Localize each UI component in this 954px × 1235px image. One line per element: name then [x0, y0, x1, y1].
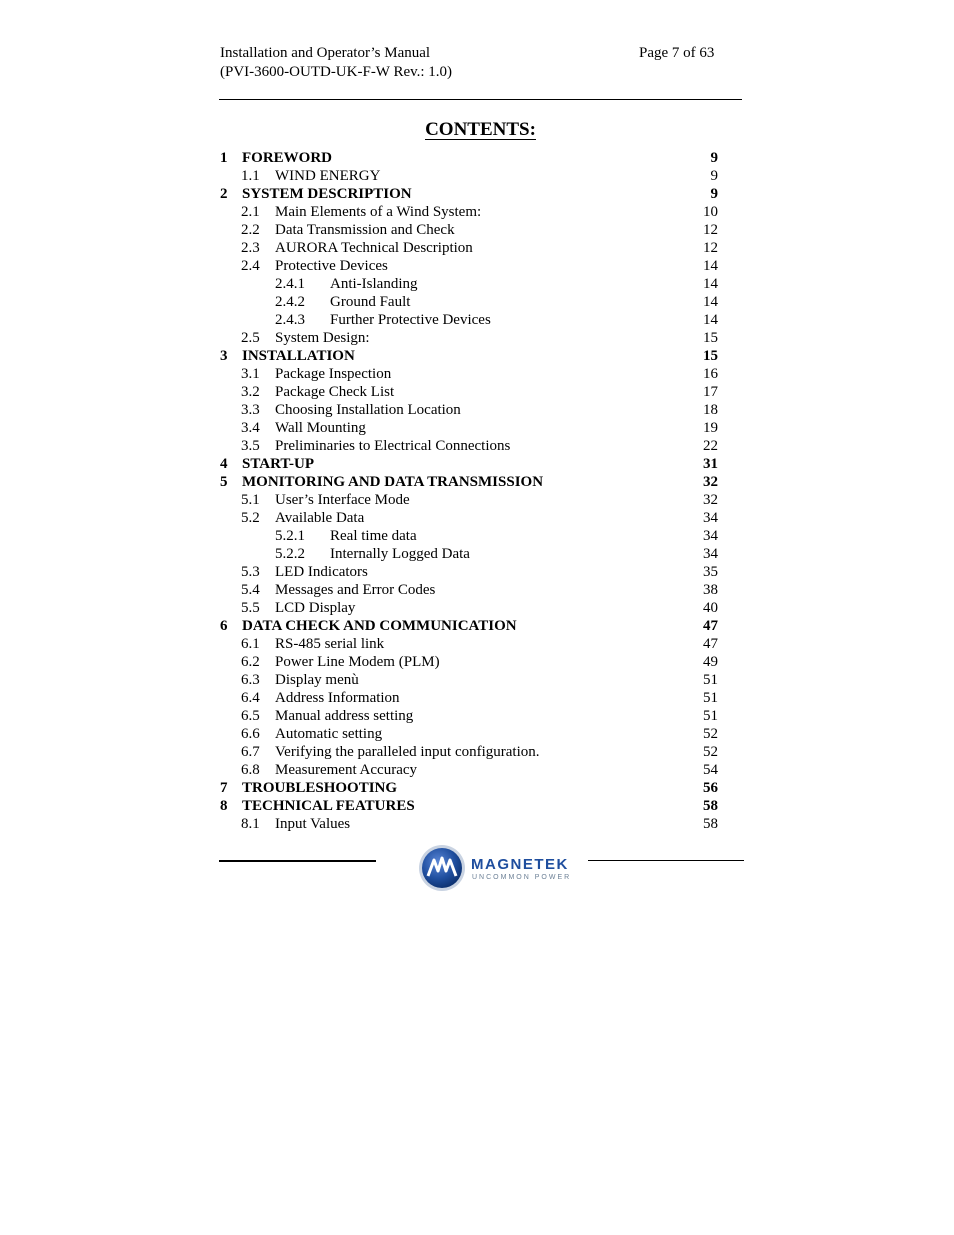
toc-entry-number: 3.1: [241, 366, 260, 382]
toc-entry[interactable]: [220, 743, 718, 761]
toc-entry-number: 6.4: [241, 690, 260, 706]
magnetek-logo: [417, 843, 577, 893]
footer-divider-left: [219, 860, 376, 862]
toc-entry[interactable]: [220, 203, 718, 221]
toc-entry-page: 10: [703, 204, 718, 220]
toc-entry-title: SYSTEM DESCRIPTION: [242, 186, 412, 202]
toc-entry-title: Power Line Modem (PLM): [275, 654, 440, 670]
toc-entry-title: Choosing Installation Location: [275, 402, 461, 418]
toc-entry-number: 5.5: [241, 600, 260, 616]
toc-entry-number: 6.2: [241, 654, 260, 670]
toc-entry[interactable]: [220, 347, 718, 365]
toc-entry[interactable]: [220, 473, 718, 491]
toc-entry-title: User’s Interface Mode: [275, 492, 410, 508]
toc-entry-page: 52: [703, 726, 718, 742]
toc-entry[interactable]: [220, 257, 718, 275]
toc-entry-title: Manual address setting: [275, 708, 414, 724]
toc-entry-page: 15: [703, 330, 718, 346]
toc-entry-page: 58: [703, 816, 718, 832]
toc-entry-number: 3.3: [241, 402, 260, 418]
toc-entry-number: 3.5: [241, 438, 260, 454]
toc-entry-number: 2.3: [241, 240, 260, 256]
toc-entry[interactable]: [220, 761, 718, 779]
toc-entry[interactable]: [220, 635, 718, 653]
toc-entry[interactable]: [220, 455, 718, 473]
toc-entry[interactable]: [220, 329, 718, 347]
toc-entry-page: 14: [703, 258, 718, 274]
toc-entry-page: 51: [703, 708, 718, 724]
logo-brand-text: MAGNETEK: [471, 856, 569, 873]
toc-entry[interactable]: [220, 725, 718, 743]
toc-entry-page: 32: [703, 474, 718, 490]
toc-entry[interactable]: [220, 689, 718, 707]
toc-entry[interactable]: [220, 239, 718, 257]
toc-entry-number: 3.2: [241, 384, 260, 400]
table-of-contents: [220, 149, 718, 833]
toc-entry-title: Wall Mounting: [275, 420, 366, 436]
toc-entry-number: 6.5: [241, 708, 260, 724]
toc-entry[interactable]: [220, 221, 718, 239]
toc-entry-page: 16: [703, 366, 718, 382]
toc-entry-title: Messages and Error Codes: [275, 582, 436, 598]
toc-entry-title: AURORA Technical Description: [275, 240, 473, 256]
toc-entry-page: 14: [703, 294, 718, 310]
toc-entry-number: 4: [220, 456, 228, 472]
toc-entry-page: 9: [710, 168, 718, 184]
toc-entry-page: 12: [703, 240, 718, 256]
toc-entry-page: 17: [703, 384, 718, 400]
toc-entry-page: 14: [703, 276, 718, 292]
toc-entry-title: Input Values: [275, 816, 351, 832]
toc-entry[interactable]: [220, 509, 718, 527]
toc-entry[interactable]: [220, 311, 718, 329]
toc-entry-number: 5.2.1: [275, 528, 305, 544]
toc-entry-number: 2.4: [241, 258, 260, 274]
toc-entry-number: 5.2.2: [275, 546, 305, 562]
manual-title-block: [220, 44, 452, 82]
toc-entry[interactable]: [220, 491, 718, 509]
toc-entry[interactable]: [220, 599, 718, 617]
toc-entry-title: Verifying the paralleled input configuration.: [275, 744, 540, 760]
toc-entry-title: FOREWORD: [242, 150, 332, 166]
toc-entry-number: 5.4: [241, 582, 260, 598]
toc-entry[interactable]: [220, 563, 718, 581]
toc-entry-number: 7: [220, 780, 228, 796]
toc-entry-number: 8.1: [241, 816, 260, 832]
toc-entry-title: Further Protective Devices: [330, 312, 491, 328]
toc-entry[interactable]: [220, 779, 718, 797]
toc-entry-number: 2.4.2: [275, 294, 305, 310]
toc-entry-page: 47: [703, 636, 718, 652]
toc-entry-number: 1: [220, 150, 228, 166]
toc-entry-title: Data Transmission and Check: [275, 222, 455, 238]
toc-entry-page: 51: [703, 672, 718, 688]
toc-entry-title: Internally Logged Data: [330, 546, 470, 562]
toc-entry-page: 34: [703, 528, 718, 544]
toc-entry-title: Real time data: [330, 528, 417, 544]
toc-entry-number: 5.1: [241, 492, 260, 508]
manual-revision: (PVI-3600-OUTD-UK-F-W Rev.: 1.0): [220, 64, 453, 80]
toc-entry-page: 14: [703, 312, 718, 328]
toc-entry-page: 51: [703, 690, 718, 706]
toc-entry-number: 2.2: [241, 222, 260, 238]
toc-entry-title: MONITORING AND DATA TRANSMISSION: [242, 474, 544, 490]
toc-entry-title: LED Indicators: [275, 564, 368, 580]
manual-title: Installation and Operator’s Manual: [220, 45, 431, 61]
toc-entry-page: 40: [703, 600, 718, 616]
toc-entry-page: 58: [703, 798, 718, 814]
toc-entry[interactable]: [220, 383, 718, 401]
toc-entry-page: 19: [703, 420, 718, 436]
toc-entry-number: 8: [220, 798, 228, 814]
toc-entry-page: 12: [703, 222, 718, 238]
toc-entry-number: 3.4: [241, 420, 260, 436]
toc-entry-title: DATA CHECK AND COMMUNICATION: [242, 618, 517, 634]
toc-entry-number: 5.2: [241, 510, 260, 526]
toc-entry-title: Available Data: [275, 510, 365, 526]
toc-entry-number: 2.1: [241, 204, 260, 220]
toc-entry[interactable]: [220, 419, 718, 437]
toc-entry[interactable]: [220, 707, 718, 725]
toc-entry-page: 54: [703, 762, 718, 778]
toc-entry[interactable]: [220, 437, 718, 455]
toc-entry-number: 3: [220, 348, 228, 364]
toc-entry[interactable]: [220, 365, 718, 383]
toc-entry-page: 34: [703, 510, 718, 526]
toc-entry-number: 5: [220, 474, 228, 490]
toc-entry-title: Package Check List: [275, 384, 395, 400]
toc-entry-number: 2.4.1: [275, 276, 305, 292]
toc-entry[interactable]: [220, 653, 718, 671]
toc-entry-number: 2.5: [241, 330, 260, 346]
toc-entry[interactable]: [220, 671, 718, 689]
toc-entry-page: 38: [703, 582, 718, 598]
toc-entry-title: Ground Fault: [330, 294, 411, 310]
toc-entry-number: 6.1: [241, 636, 260, 652]
toc-entry-page: 15: [703, 348, 718, 364]
toc-entry[interactable]: [220, 581, 718, 599]
toc-entry[interactable]: [220, 275, 718, 293]
toc-entry[interactable]: [220, 797, 718, 815]
toc-entry-title: System Design:: [275, 330, 370, 346]
toc-entry-title: RS-485 serial link: [275, 636, 385, 652]
logo-tagline-text: UNCOMMON POWER: [472, 874, 572, 881]
toc-entry-page: 35: [703, 564, 718, 580]
toc-entry-page: 22: [703, 438, 718, 454]
toc-entry-title: Measurement Accuracy: [275, 762, 418, 778]
toc-entry[interactable]: [220, 185, 718, 203]
toc-entry-number: 2: [220, 186, 228, 202]
toc-entry-title: Automatic setting: [275, 726, 383, 742]
toc-entry-number: 5.3: [241, 564, 260, 580]
toc-entry-page: 18: [703, 402, 718, 418]
toc-entry-title: INSTALLATION: [242, 348, 355, 364]
toc-entry-number: 6: [220, 618, 228, 634]
toc-entry-page: 34: [703, 546, 718, 562]
logo-globe-shape: [422, 848, 462, 888]
toc-entry-page: 47: [703, 618, 718, 634]
toc-entry-title: TECHNICAL FEATURES: [242, 798, 415, 814]
toc-entry[interactable]: [220, 545, 718, 563]
toc-entry-page: 31: [703, 456, 718, 472]
page-number: Page 7 of 63: [639, 45, 715, 61]
toc-entry-title: Anti-Islanding: [330, 276, 418, 292]
toc-entry-title: Display menù: [275, 672, 359, 688]
toc-entry-title: Address Information: [275, 690, 400, 706]
toc-entry-title: Main Elements of a Wind System:: [275, 204, 482, 220]
toc-entry-number: 6.3: [241, 672, 260, 688]
toc-entry-title: WIND ENERGY: [275, 168, 381, 184]
toc-entry[interactable]: [220, 149, 718, 167]
toc-entry-page: 52: [703, 744, 718, 760]
toc-entry[interactable]: [220, 401, 718, 419]
toc-entry-number: 1.1: [241, 168, 260, 184]
toc-entry[interactable]: [220, 527, 718, 545]
toc-entry[interactable]: [220, 167, 718, 185]
toc-entry-page: 32: [703, 492, 718, 508]
toc-entry[interactable]: [220, 293, 718, 311]
toc-entry-number: 2.4.3: [275, 312, 305, 328]
toc-entry-title: Preliminaries to Electrical Connections: [275, 438, 511, 454]
toc-entry-title: TROUBLESHOOTING: [242, 780, 398, 796]
toc-entry-title: Protective Devices: [275, 258, 388, 274]
toc-entry-page: 9: [710, 186, 718, 202]
contents-heading: [0, 119, 954, 141]
toc-entry-number: 6.7: [241, 744, 260, 760]
contents-heading-text: CONTENTS:: [425, 119, 536, 140]
footer-divider-right: [588, 860, 744, 861]
toc-entry-number: 6.8: [241, 762, 260, 778]
toc-entry-number: 6.6: [241, 726, 260, 742]
toc-entry-title: START-UP: [242, 456, 314, 472]
toc-entry[interactable]: [220, 815, 718, 833]
toc-entry-title: LCD Display: [275, 600, 356, 616]
toc-entry[interactable]: [220, 617, 718, 635]
toc-entry-page: 9: [710, 150, 718, 166]
toc-entry-title: Package Inspection: [275, 366, 392, 382]
header-divider: [219, 99, 742, 100]
toc-entry-page: 49: [703, 654, 718, 670]
toc-entry-page: 56: [703, 780, 718, 796]
